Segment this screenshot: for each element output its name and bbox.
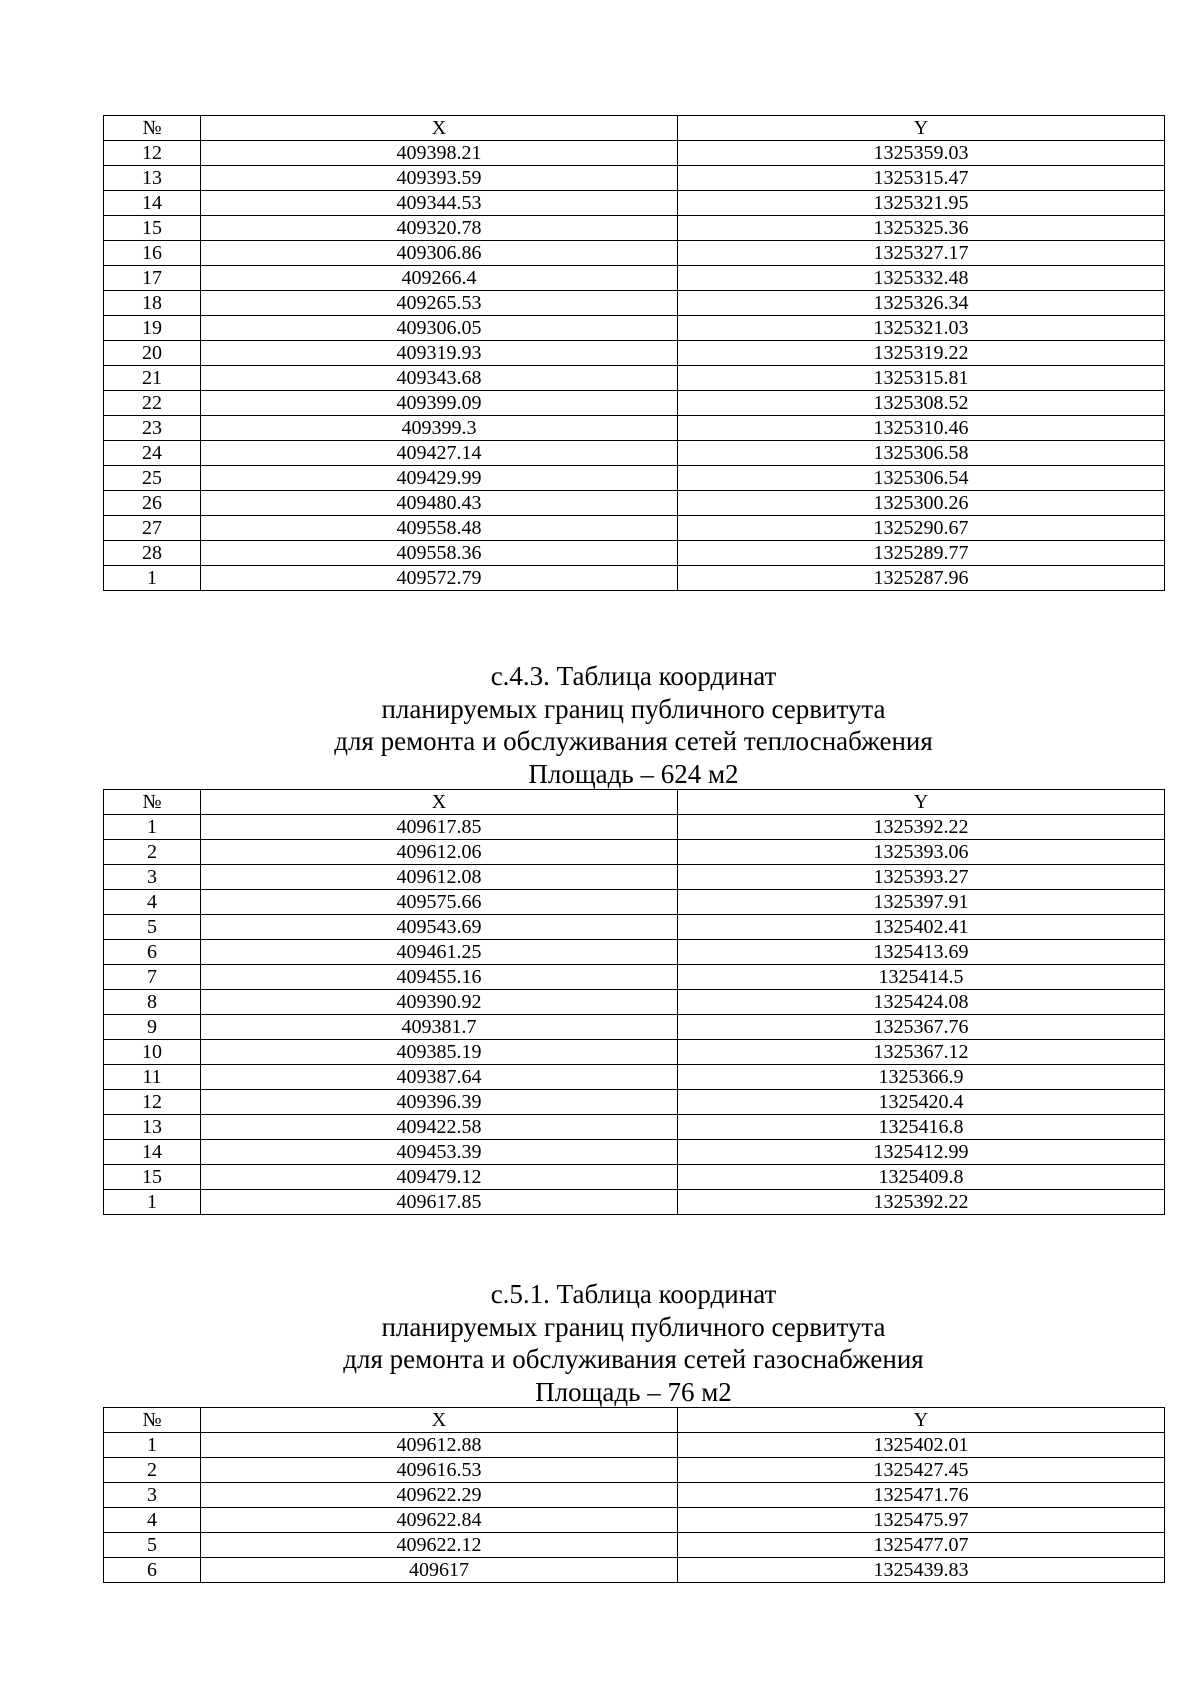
y-coordinate-cell: 1325424.08: [678, 990, 1165, 1015]
y-coordinate-cell: 1325306.54: [678, 466, 1165, 491]
coordinates-table-heat-supply: [103, 789, 1165, 1215]
table-row: [104, 216, 1165, 241]
point-number-cell: 6: [104, 1558, 201, 1583]
header-x: X: [201, 116, 678, 141]
caption-subtitle: планируемых границ публичного сервитута: [381, 1311, 886, 1342]
y-coordinate-cell: 1325300.26: [678, 491, 1165, 516]
point-number-cell: 8: [104, 990, 201, 1015]
table-caption-heat-supply: [103, 660, 1164, 790]
coordinates-table-gas-supply: [103, 1407, 1165, 1583]
y-coordinate-cell: 1325321.03: [678, 316, 1165, 341]
y-coordinate-cell: 1325367.76: [678, 1015, 1165, 1040]
header-number: №: [104, 116, 201, 141]
caption-title: с.5.1. Таблица координат: [490, 1279, 777, 1309]
table-row: [104, 1115, 1165, 1140]
x-coordinate-cell: 409427.14: [201, 441, 678, 466]
table-row: [104, 1165, 1165, 1190]
point-number-cell: 2: [104, 1458, 201, 1483]
table-header-row: [104, 790, 1165, 815]
table-row: [104, 391, 1165, 416]
point-number-cell: 17: [104, 266, 201, 291]
point-number-cell: 5: [104, 915, 201, 940]
y-coordinate-cell: 1325414.5: [678, 965, 1165, 990]
point-number-cell: 5: [104, 1533, 201, 1558]
x-coordinate-cell: 409479.12: [201, 1165, 678, 1190]
caption-subtitle: планируемых границ публичного сервитута: [381, 693, 886, 724]
table-row: [104, 1015, 1165, 1040]
y-coordinate-cell: 1325416.8: [678, 1115, 1165, 1140]
table-row: [104, 516, 1165, 541]
point-number-cell: 12: [104, 141, 201, 166]
header-y: Y: [678, 116, 1165, 141]
caption-area: Площадь – 624 м2: [528, 758, 739, 789]
x-coordinate-cell: 409422.58: [201, 1115, 678, 1140]
header-number: №: [104, 790, 201, 815]
table-row: [104, 815, 1165, 840]
x-coordinate-cell: 409319.93: [201, 341, 678, 366]
x-coordinate-cell: 409622.29: [201, 1483, 678, 1508]
table-row: [104, 1065, 1165, 1090]
y-coordinate-cell: 1325420.4: [678, 1090, 1165, 1115]
x-coordinate-cell: 409429.99: [201, 466, 678, 491]
x-coordinate-cell: 409612.88: [201, 1433, 678, 1458]
y-coordinate-cell: 1325439.83: [678, 1558, 1165, 1583]
y-coordinate-cell: 1325477.07: [678, 1533, 1165, 1558]
point-number-cell: 14: [104, 191, 201, 216]
table-row: [104, 1508, 1165, 1533]
point-number-cell: 9: [104, 1015, 201, 1040]
table-header-row: [104, 1408, 1165, 1433]
y-coordinate-cell: 1325287.96: [678, 566, 1165, 591]
table-row: [104, 1458, 1165, 1483]
point-number-cell: 16: [104, 241, 201, 266]
table-row: [104, 1558, 1165, 1583]
point-number-cell: 1: [104, 566, 201, 591]
caption-title: с.4.3. Таблица координат: [490, 661, 777, 691]
point-number-cell: 22: [104, 391, 201, 416]
table-row: [104, 1533, 1165, 1558]
x-coordinate-cell: 409320.78: [201, 216, 678, 241]
x-coordinate-cell: 409265.53: [201, 291, 678, 316]
y-coordinate-cell: 1325402.41: [678, 915, 1165, 940]
y-coordinate-cell: 1325332.48: [678, 266, 1165, 291]
point-number-cell: 14: [104, 1140, 201, 1165]
table-row: [104, 366, 1165, 391]
x-coordinate-cell: 409616.53: [201, 1458, 678, 1483]
point-number-cell: 19: [104, 316, 201, 341]
y-coordinate-cell: 1325393.06: [678, 840, 1165, 865]
point-number-cell: 15: [104, 1165, 201, 1190]
y-coordinate-cell: 1325315.81: [678, 366, 1165, 391]
table-row: [104, 1190, 1165, 1215]
point-number-cell: 26: [104, 491, 201, 516]
point-number-cell: 6: [104, 940, 201, 965]
table-row: [104, 890, 1165, 915]
table-row: [104, 141, 1165, 166]
x-coordinate-cell: 409558.48: [201, 516, 678, 541]
x-coordinate-cell: 409617: [201, 1558, 678, 1583]
y-coordinate-cell: 1325409.8: [678, 1165, 1165, 1190]
table-row: [104, 940, 1165, 965]
point-number-cell: 18: [104, 291, 201, 316]
x-coordinate-cell: 409396.39: [201, 1090, 678, 1115]
y-coordinate-cell: 1325412.99: [678, 1140, 1165, 1165]
table-row: [104, 316, 1165, 341]
y-coordinate-cell: 1325393.27: [678, 865, 1165, 890]
x-coordinate-cell: 409306.86: [201, 241, 678, 266]
table-row: [104, 1433, 1165, 1458]
caption-area: Площадь – 76 м2: [535, 1376, 732, 1407]
y-coordinate-cell: 1325326.34: [678, 291, 1165, 316]
y-coordinate-cell: 1325310.46: [678, 416, 1165, 441]
y-coordinate-cell: 1325475.97: [678, 1508, 1165, 1533]
x-coordinate-cell: 409543.69: [201, 915, 678, 940]
table-row: [104, 1090, 1165, 1115]
y-coordinate-cell: 1325392.22: [678, 815, 1165, 840]
x-coordinate-cell: 409612.06: [201, 840, 678, 865]
x-coordinate-cell: 409398.21: [201, 141, 678, 166]
y-coordinate-cell: 1325471.76: [678, 1483, 1165, 1508]
point-number-cell: 4: [104, 1508, 201, 1533]
x-coordinate-cell: 409622.84: [201, 1508, 678, 1533]
caption-purpose: для ремонта и обслуживания сетей теплоснабжения: [334, 726, 933, 756]
table-row: [104, 1040, 1165, 1065]
header-x: X: [201, 1408, 678, 1433]
table-row: [104, 865, 1165, 890]
table-row: [104, 566, 1165, 591]
x-coordinate-cell: 409343.68: [201, 366, 678, 391]
x-coordinate-cell: 409612.08: [201, 865, 678, 890]
y-coordinate-cell: 1325402.01: [678, 1433, 1165, 1458]
point-number-cell: 21: [104, 366, 201, 391]
table-header-row: [104, 116, 1165, 141]
x-coordinate-cell: 409455.16: [201, 965, 678, 990]
y-coordinate-cell: 1325289.77: [678, 541, 1165, 566]
table-row: [104, 341, 1165, 366]
x-coordinate-cell: 409575.66: [201, 890, 678, 915]
y-coordinate-cell: 1325366.9: [678, 1065, 1165, 1090]
x-coordinate-cell: 409266.4: [201, 266, 678, 291]
table-row: [104, 466, 1165, 491]
point-number-cell: 28: [104, 541, 201, 566]
x-coordinate-cell: 409461.25: [201, 940, 678, 965]
point-number-cell: 1: [104, 1190, 201, 1215]
table-row: [104, 541, 1165, 566]
y-coordinate-cell: 1325367.12: [678, 1040, 1165, 1065]
point-number-cell: 2: [104, 840, 201, 865]
y-coordinate-cell: 1325413.69: [678, 940, 1165, 965]
header-x: X: [201, 790, 678, 815]
y-coordinate-cell: 1325315.47: [678, 166, 1165, 191]
y-coordinate-cell: 1325427.45: [678, 1458, 1165, 1483]
x-coordinate-cell: 409453.39: [201, 1140, 678, 1165]
point-number-cell: 3: [104, 1483, 201, 1508]
table-row: [104, 965, 1165, 990]
table-row: [104, 291, 1165, 316]
table-row: [104, 1140, 1165, 1165]
point-number-cell: 13: [104, 1115, 201, 1140]
table-row: [104, 915, 1165, 940]
y-coordinate-cell: 1325397.91: [678, 890, 1165, 915]
y-coordinate-cell: 1325319.22: [678, 341, 1165, 366]
x-coordinate-cell: 409381.7: [201, 1015, 678, 1040]
table-row: [104, 441, 1165, 466]
y-coordinate-cell: 1325327.17: [678, 241, 1165, 266]
x-coordinate-cell: 409393.59: [201, 166, 678, 191]
table-caption-gas-supply: [103, 1278, 1164, 1408]
x-coordinate-cell: 409390.92: [201, 990, 678, 1015]
x-coordinate-cell: 409399.3: [201, 416, 678, 441]
table-row: [104, 416, 1165, 441]
point-number-cell: 10: [104, 1040, 201, 1065]
x-coordinate-cell: 409387.64: [201, 1065, 678, 1090]
table-row: [104, 266, 1165, 291]
x-coordinate-cell: 409385.19: [201, 1040, 678, 1065]
point-number-cell: 11: [104, 1065, 201, 1090]
header-y: Y: [678, 790, 1165, 815]
table-row: [104, 990, 1165, 1015]
point-number-cell: 1: [104, 815, 201, 840]
point-number-cell: 20: [104, 341, 201, 366]
caption-purpose: для ремонта и обслуживания сетей газоснабжения: [343, 1344, 924, 1374]
point-number-cell: 15: [104, 216, 201, 241]
table-row: [104, 1483, 1165, 1508]
point-number-cell: 12: [104, 1090, 201, 1115]
table-row: [104, 166, 1165, 191]
y-coordinate-cell: 1325290.67: [678, 516, 1165, 541]
point-number-cell: 27: [104, 516, 201, 541]
point-number-cell: 4: [104, 890, 201, 915]
x-coordinate-cell: 409344.53: [201, 191, 678, 216]
x-coordinate-cell: 409572.79: [201, 566, 678, 591]
point-number-cell: 1: [104, 1433, 201, 1458]
table-row: [104, 840, 1165, 865]
x-coordinate-cell: 409480.43: [201, 491, 678, 516]
point-number-cell: 7: [104, 965, 201, 990]
table-row: [104, 241, 1165, 266]
x-coordinate-cell: 409306.05: [201, 316, 678, 341]
point-number-cell: 3: [104, 865, 201, 890]
point-number-cell: 23: [104, 416, 201, 441]
y-coordinate-cell: 1325321.95: [678, 191, 1165, 216]
y-coordinate-cell: 1325325.36: [678, 216, 1165, 241]
table-row: [104, 191, 1165, 216]
x-coordinate-cell: 409558.36: [201, 541, 678, 566]
point-number-cell: 24: [104, 441, 201, 466]
y-coordinate-cell: 1325308.52: [678, 391, 1165, 416]
x-coordinate-cell: 409399.09: [201, 391, 678, 416]
point-number-cell: 13: [104, 166, 201, 191]
x-coordinate-cell: 409622.12: [201, 1533, 678, 1558]
y-coordinate-cell: 1325306.58: [678, 441, 1165, 466]
point-number-cell: 25: [104, 466, 201, 491]
coordinates-table-continued: [103, 115, 1165, 591]
header-y: Y: [678, 1408, 1165, 1433]
table-row: [104, 491, 1165, 516]
y-coordinate-cell: 1325359.03: [678, 141, 1165, 166]
x-coordinate-cell: 409617.85: [201, 815, 678, 840]
x-coordinate-cell: 409617.85: [201, 1190, 678, 1215]
y-coordinate-cell: 1325392.22: [678, 1190, 1165, 1215]
header-number: №: [104, 1408, 201, 1433]
